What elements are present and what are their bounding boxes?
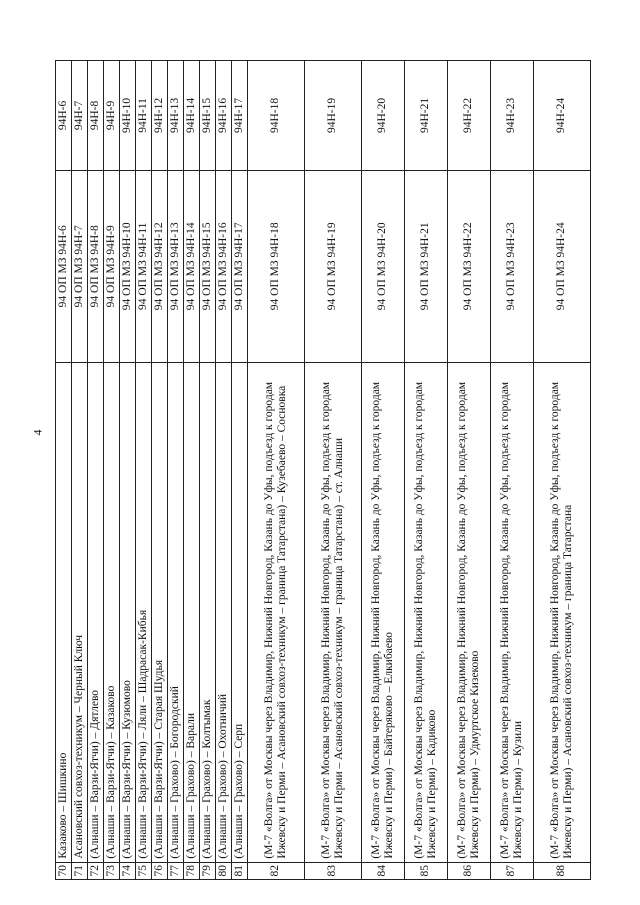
table-row [305, 61, 362, 880]
road-code: 94Н-13 [168, 61, 184, 171]
road-code: 94Н-20 [362, 61, 405, 171]
road-id: 94 ОП МЗ 94Н-17 [232, 170, 248, 362]
road-id: 94 ОП МЗ 94Н-19 [305, 170, 362, 362]
road-name: (М-7 «Волга» от Москвы через Владимир, Нижний Новгород, Казань до Уфы, подъезд к городам Ижевску и Перми) – Кузили [491, 362, 534, 862]
road-id: 94 ОП МЗ 94Н-21 [405, 170, 448, 362]
road-id: 94 ОП МЗ 94Н-16 [216, 170, 232, 362]
road-code: 94Н-22 [448, 61, 491, 171]
row-number: 80 [216, 862, 232, 879]
road-id: 94 ОП МЗ 94Н-9 [104, 170, 120, 362]
road-name: (Алнаши – Грахово) – Охотничий [216, 362, 232, 862]
row-number: 81 [232, 862, 248, 879]
road-code: 94Н-21 [405, 61, 448, 171]
road-table [55, 60, 591, 880]
rotated-table-wrapper [55, 60, 580, 880]
road-code: 94Н-8 [88, 61, 104, 171]
road-code: 94Н-12 [152, 61, 168, 171]
row-number: 88 [534, 862, 591, 879]
road-code: 94Н-14 [184, 61, 200, 171]
row-number: 76 [152, 862, 168, 879]
table-row [120, 61, 136, 880]
road-code: 94Н-16 [216, 61, 232, 171]
road-code: 94Н-10 [120, 61, 136, 171]
road-name: (Алнаши – Варзи-Ятчи) – Дятлево [88, 362, 104, 862]
table-row [56, 61, 72, 880]
road-name: (Алнаши – Варзи-Ятчи) – Казаково [104, 362, 120, 862]
table-row [491, 61, 534, 880]
road-id: 94 ОП МЗ 94Н-24 [534, 170, 591, 362]
road-code: 94Н-18 [248, 61, 305, 171]
page-number: 4 [30, 429, 45, 436]
road-id: 94 ОП МЗ 94Н-11 [136, 170, 152, 362]
road-id: 94 ОП МЗ 94Н-18 [248, 170, 305, 362]
table-row [362, 61, 405, 880]
row-number: 77 [168, 862, 184, 879]
road-name: (М-7 «Волга» от Москвы через Владимир, Нижний Новгород, Казань до Уфы, подъезд к городам Ижевску и Перми) – Байтеряково – Елкибаево [362, 362, 405, 862]
road-code: 94Н-9 [104, 61, 120, 171]
road-id: 94 ОП МЗ 94Н-23 [491, 170, 534, 362]
table-row [152, 61, 168, 880]
row-number: 75 [136, 862, 152, 879]
road-table-body [56, 61, 591, 880]
road-id: 94 ОП МЗ 94Н-6 [56, 170, 72, 362]
road-code: 94Н-11 [136, 61, 152, 171]
road-id: 94 ОП МЗ 94Н-15 [200, 170, 216, 362]
row-number: 71 [72, 862, 88, 879]
row-number: 79 [200, 862, 216, 879]
row-number: 78 [184, 862, 200, 879]
road-id: 94 ОП МЗ 94Н-22 [448, 170, 491, 362]
table-row [88, 61, 104, 880]
row-number: 85 [405, 862, 448, 879]
row-number: 73 [104, 862, 120, 879]
table-row [200, 61, 216, 880]
road-code: 94Н-23 [491, 61, 534, 171]
table-row [448, 61, 491, 880]
table-row [248, 61, 305, 880]
table-row [405, 61, 448, 880]
table-row [136, 61, 152, 880]
road-name: (М-7 «Волга» от Москвы через Владимир, Нижний Новгород, Казань до Уфы, подъезд к городам Ижевску и Перми) – Асановский совхоз-техникум – граница Татарстана [534, 362, 591, 862]
road-code: 94Н-17 [232, 61, 248, 171]
road-name: (М-7 «Волга» от Москвы через Владимир, Нижний Новгород, Казань до Уфы, подъезд к городам Ижевску и Перми) – Кадиково [405, 362, 448, 862]
table-row [216, 61, 232, 880]
table-row [184, 61, 200, 880]
row-number: 72 [88, 862, 104, 879]
road-name: (М-7 «Волга» от Москвы через Владимир, Нижний Новгород, Казань до Уфы, подъезд к городам Ижевску и Перми – Асановский совхоз-техникум – граница Татарстана) – Кузебаево – Сосновка [248, 362, 305, 862]
road-name: Асановский совхоз-техникум – Черный Ключ [72, 362, 88, 862]
row-number: 70 [56, 862, 72, 879]
table-row [534, 61, 591, 880]
road-name: (Алнаши – Варзи-Ятчи) – Старая Шудья [152, 362, 168, 862]
road-name: (Алнаши – Грахово) – Колтымак [200, 362, 216, 862]
table-row [104, 61, 120, 880]
road-id: 94 ОП МЗ 94Н-12 [152, 170, 168, 362]
road-name: (М-7 «Волга» от Москвы через Владимир, Нижний Новгород, Казань до Уфы, подъезд к городам Ижевску и Перми) – Удмуртское Кизеково [448, 362, 491, 862]
table-row [168, 61, 184, 880]
road-name: Казаково – Шишкино [56, 362, 72, 862]
road-id: 94 ОП МЗ 94Н-7 [72, 170, 88, 362]
row-number: 86 [448, 862, 491, 879]
table-row [72, 61, 88, 880]
road-id: 94 ОП МЗ 94Н-8 [88, 170, 104, 362]
row-number: 83 [305, 862, 362, 879]
road-code: 94Н-6 [56, 61, 72, 171]
road-name: (Алнаши – Варзи-Ятчи) – Кузюмово [120, 362, 136, 862]
road-id: 94 ОП МЗ 94Н-20 [362, 170, 405, 362]
road-name: (Алнаши – Варзи-Ятчи) – Ляли – Шадрасак-Кибья [136, 362, 152, 862]
road-name: (М-7 «Волга» от Москвы через Владимир, Нижний Новгород, Казань до Уфы, подъезд к городам Ижевску и Перми – Асановский совхоз-техникум – граница Татарстана) – ст. Алнаши [305, 362, 362, 862]
road-id: 94 ОП МЗ 94Н-13 [168, 170, 184, 362]
row-number: 74 [120, 862, 136, 879]
road-name: (Алнаши – Грахово) – Серп [232, 362, 248, 862]
row-number: 82 [248, 862, 305, 879]
row-number: 84 [362, 862, 405, 879]
road-code: 94Н-19 [305, 61, 362, 171]
row-number: 87 [491, 862, 534, 879]
road-code: 94Н-24 [534, 61, 591, 171]
road-code: 94Н-15 [200, 61, 216, 171]
table-row [232, 61, 248, 880]
road-id: 94 ОП МЗ 94Н-10 [120, 170, 136, 362]
road-name: (Алнаши – Грахово) – Богородский [168, 362, 184, 862]
road-id: 94 ОП МЗ 94Н-14 [184, 170, 200, 362]
road-name: (Алнаши – Грахово) – Варали [184, 362, 200, 862]
road-code: 94Н-7 [72, 61, 88, 171]
